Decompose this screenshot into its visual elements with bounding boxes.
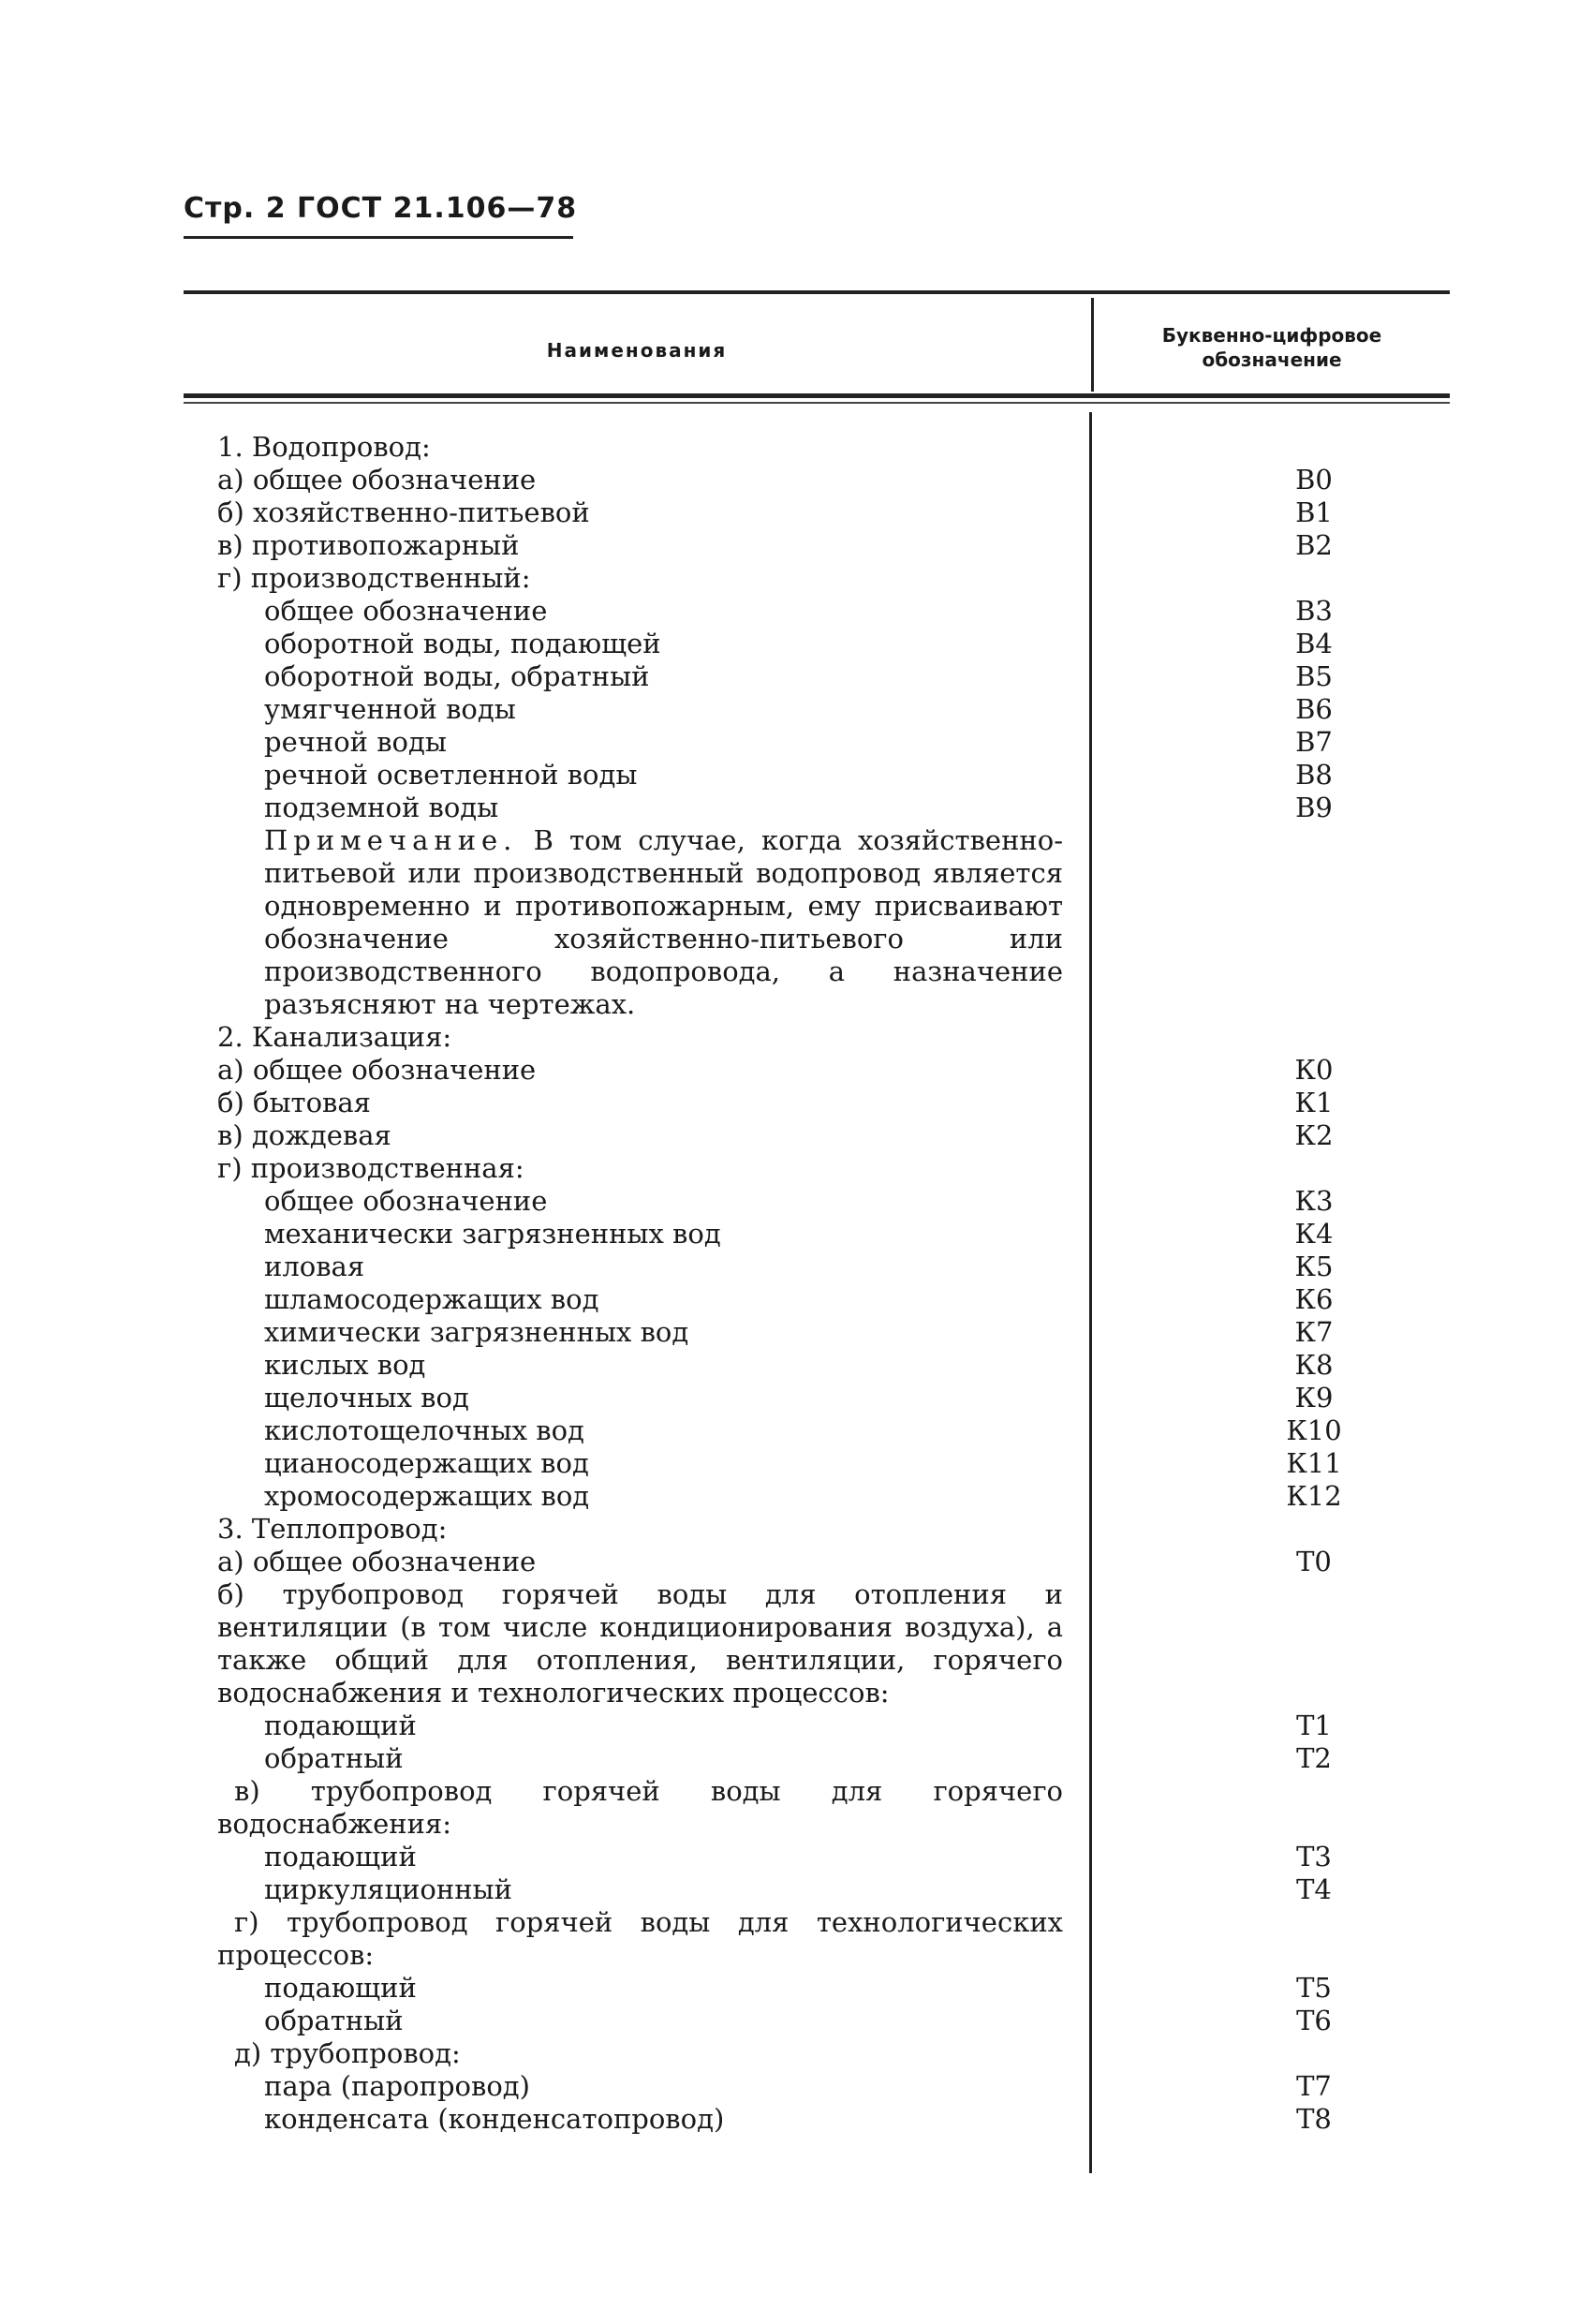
table-row <box>217 1710 1444 1742</box>
table-row <box>217 1185 1444 1218</box>
row-name: г) производственная: <box>217 1152 524 1184</box>
row-name: хромосодержащих вод <box>264 1480 590 1512</box>
table-row <box>217 1251 1444 1283</box>
table-row <box>217 1841 1444 1873</box>
table-row <box>217 2037 1444 2070</box>
row-name: пара (паропровод) <box>264 2070 530 2102</box>
row-code: Т2 <box>1296 1742 1332 1774</box>
row-name: обратный <box>264 1742 404 1774</box>
row-name: механически загрязненных вод <box>264 1218 721 1250</box>
column-header-code-line1: Буквенно-цифровое <box>1161 324 1382 347</box>
note <box>264 824 1063 1021</box>
row-name: оборотной воды, обратный <box>264 660 650 692</box>
row-name: шламосодержащих вод <box>264 1283 599 1315</box>
table-row <box>217 562 1444 595</box>
row-name: кислотощелочных вод <box>264 1414 584 1446</box>
row-code: К8 <box>1294 1349 1334 1381</box>
row-name: конденсата (конденсатопровод) <box>264 2103 725 2135</box>
column-header-code-line2: обозначение <box>1202 348 1342 371</box>
row-code: К12 <box>1286 1480 1342 1512</box>
table-row <box>217 1349 1444 1382</box>
row-code: К7 <box>1294 1316 1334 1348</box>
row-code: Т7 <box>1296 2070 1332 2102</box>
note-label: Примечание. <box>264 824 518 856</box>
table-row <box>217 2005 1444 2037</box>
table-row <box>217 1283 1444 1316</box>
row-name: речной воды <box>264 726 447 758</box>
row-code: К3 <box>1294 1185 1334 1217</box>
row-code: В1 <box>1295 496 1333 528</box>
row-name: б) бытовая <box>217 1087 371 1118</box>
row-name: общее обозначение <box>264 1185 548 1217</box>
table-row <box>217 431 1444 464</box>
row-code: Т3 <box>1296 1841 1332 1873</box>
table-row <box>217 529 1444 562</box>
row-name: умягченной воды <box>264 693 516 725</box>
row-name: г) производственный: <box>217 562 531 594</box>
paragraph-heat-v: в) трубопровод горячей воды для горячего водоснабжения: <box>217 1775 1063 1840</box>
row-code: Т1 <box>1296 1710 1332 1741</box>
row-name: подающий <box>264 1710 417 1741</box>
row-name: оборотной воды, подающей <box>264 628 661 659</box>
row-code: К4 <box>1294 1218 1334 1250</box>
row-code: Т4 <box>1296 1873 1332 1905</box>
row-name: кислых вод <box>264 1349 426 1381</box>
table-row <box>217 628 1444 660</box>
row-name: в) дождевая <box>217 1119 391 1151</box>
table-row <box>217 2070 1444 2103</box>
note-text: В том случае, когда хозяйственно-питьевой или производственный водопровод является одновременно и противопожарным, ему присваивают обозначение хозяйственно-питьевого или производственного водопровода, а назначение разъясняют на чертежах. <box>264 824 1063 1020</box>
table-row <box>217 726 1444 759</box>
table-row <box>217 1119 1444 1152</box>
row-name: д) трубопровод: <box>234 2037 461 2069</box>
row-name: подающий <box>264 1972 417 2004</box>
row-code: К2 <box>1294 1119 1334 1151</box>
row-name: обратный <box>264 2005 404 2036</box>
row-name: а) общее обозначение <box>217 464 537 496</box>
table-row <box>217 1382 1444 1414</box>
table-body <box>217 431 1444 2136</box>
row-name: а) общее обозначение <box>217 1054 537 1086</box>
row-code: В5 <box>1295 660 1333 692</box>
table-row <box>217 792 1444 824</box>
table-row <box>217 496 1444 529</box>
table-row <box>217 1054 1444 1087</box>
row-code: В8 <box>1295 759 1333 791</box>
row-name: общее обозначение <box>264 595 548 627</box>
row-code: К5 <box>1294 1251 1334 1282</box>
row-name: цианосодержащих вод <box>264 1447 589 1479</box>
row-code: К11 <box>1286 1447 1342 1479</box>
row-name: щелочных вод <box>264 1382 469 1414</box>
row-code: Т6 <box>1296 2005 1332 2036</box>
row-code: К6 <box>1294 1283 1334 1315</box>
table-row <box>217 1546 1444 1578</box>
row-code: Т8 <box>1296 2103 1332 2135</box>
row-code: В0 <box>1295 464 1333 496</box>
row-name: циркуляционный <box>264 1873 512 1905</box>
row-code: В4 <box>1295 628 1333 659</box>
table-row <box>217 1316 1444 1349</box>
row-name: а) общее обозначение <box>217 1546 537 1577</box>
table-row <box>217 1218 1444 1251</box>
table-row <box>217 660 1444 693</box>
page-header: Стр. 2 ГОСТ 21.106—78 <box>184 192 578 225</box>
column-header-code <box>1094 323 1450 372</box>
table-row <box>217 759 1444 792</box>
table-top-rule <box>184 290 1450 294</box>
table-row <box>217 1087 1444 1119</box>
row-code: Т5 <box>1296 1972 1332 2004</box>
row-code: В6 <box>1295 693 1333 725</box>
table-row <box>217 2103 1444 2136</box>
table-row <box>217 1513 1444 1546</box>
header-rule <box>184 236 573 239</box>
table-row <box>217 1447 1444 1480</box>
table-row <box>217 1873 1444 1906</box>
row-code: К1 <box>1294 1087 1334 1118</box>
paragraph-heat-b: б) трубопровод горячей воды для отопления и вентиляции (в том числе кондиционирования воздуха), а также общий для отопления, вентиляции, горячего водоснабжения и технологических процессов: <box>217 1578 1063 1709</box>
table-row <box>217 1972 1444 2005</box>
row-code: К10 <box>1286 1414 1342 1446</box>
row-name: иловая <box>264 1251 365 1282</box>
row-code: Т0 <box>1296 1546 1332 1577</box>
table-row <box>217 595 1444 628</box>
row-code: В2 <box>1295 529 1333 561</box>
row-name: подающий <box>264 1841 417 1873</box>
column-header-name: Наименования <box>546 339 728 362</box>
table-row <box>217 1480 1444 1513</box>
table-row <box>217 1152 1444 1185</box>
table-row <box>217 1021 1444 1054</box>
table-header-rule-thin <box>184 402 1450 404</box>
row-name: подземной воды <box>264 792 499 823</box>
row-code: В3 <box>1295 595 1333 627</box>
row-name: б) хозяйственно-питьевой <box>217 496 590 528</box>
row-name: 3. Теплопровод: <box>217 1513 448 1545</box>
row-code: К0 <box>1294 1054 1334 1086</box>
table-header-rule <box>184 393 1450 398</box>
row-code: В9 <box>1295 792 1333 823</box>
table-row <box>217 693 1444 726</box>
table-row <box>217 1414 1444 1447</box>
row-name: речной осветленной воды <box>264 759 638 791</box>
row-name: в) противопожарный <box>217 529 520 561</box>
row-name: 1. Водопровод: <box>217 431 431 463</box>
row-code: В7 <box>1295 726 1333 758</box>
row-name: химически загрязненных вод <box>264 1316 689 1348</box>
row-name: 2. Канализация: <box>217 1021 452 1053</box>
paragraph-heat-g: г) трубопровод горячей воды для технологических процессов: <box>217 1906 1063 1971</box>
table-row <box>217 464 1444 496</box>
row-code: К9 <box>1294 1382 1334 1414</box>
table-row <box>217 1742 1444 1775</box>
